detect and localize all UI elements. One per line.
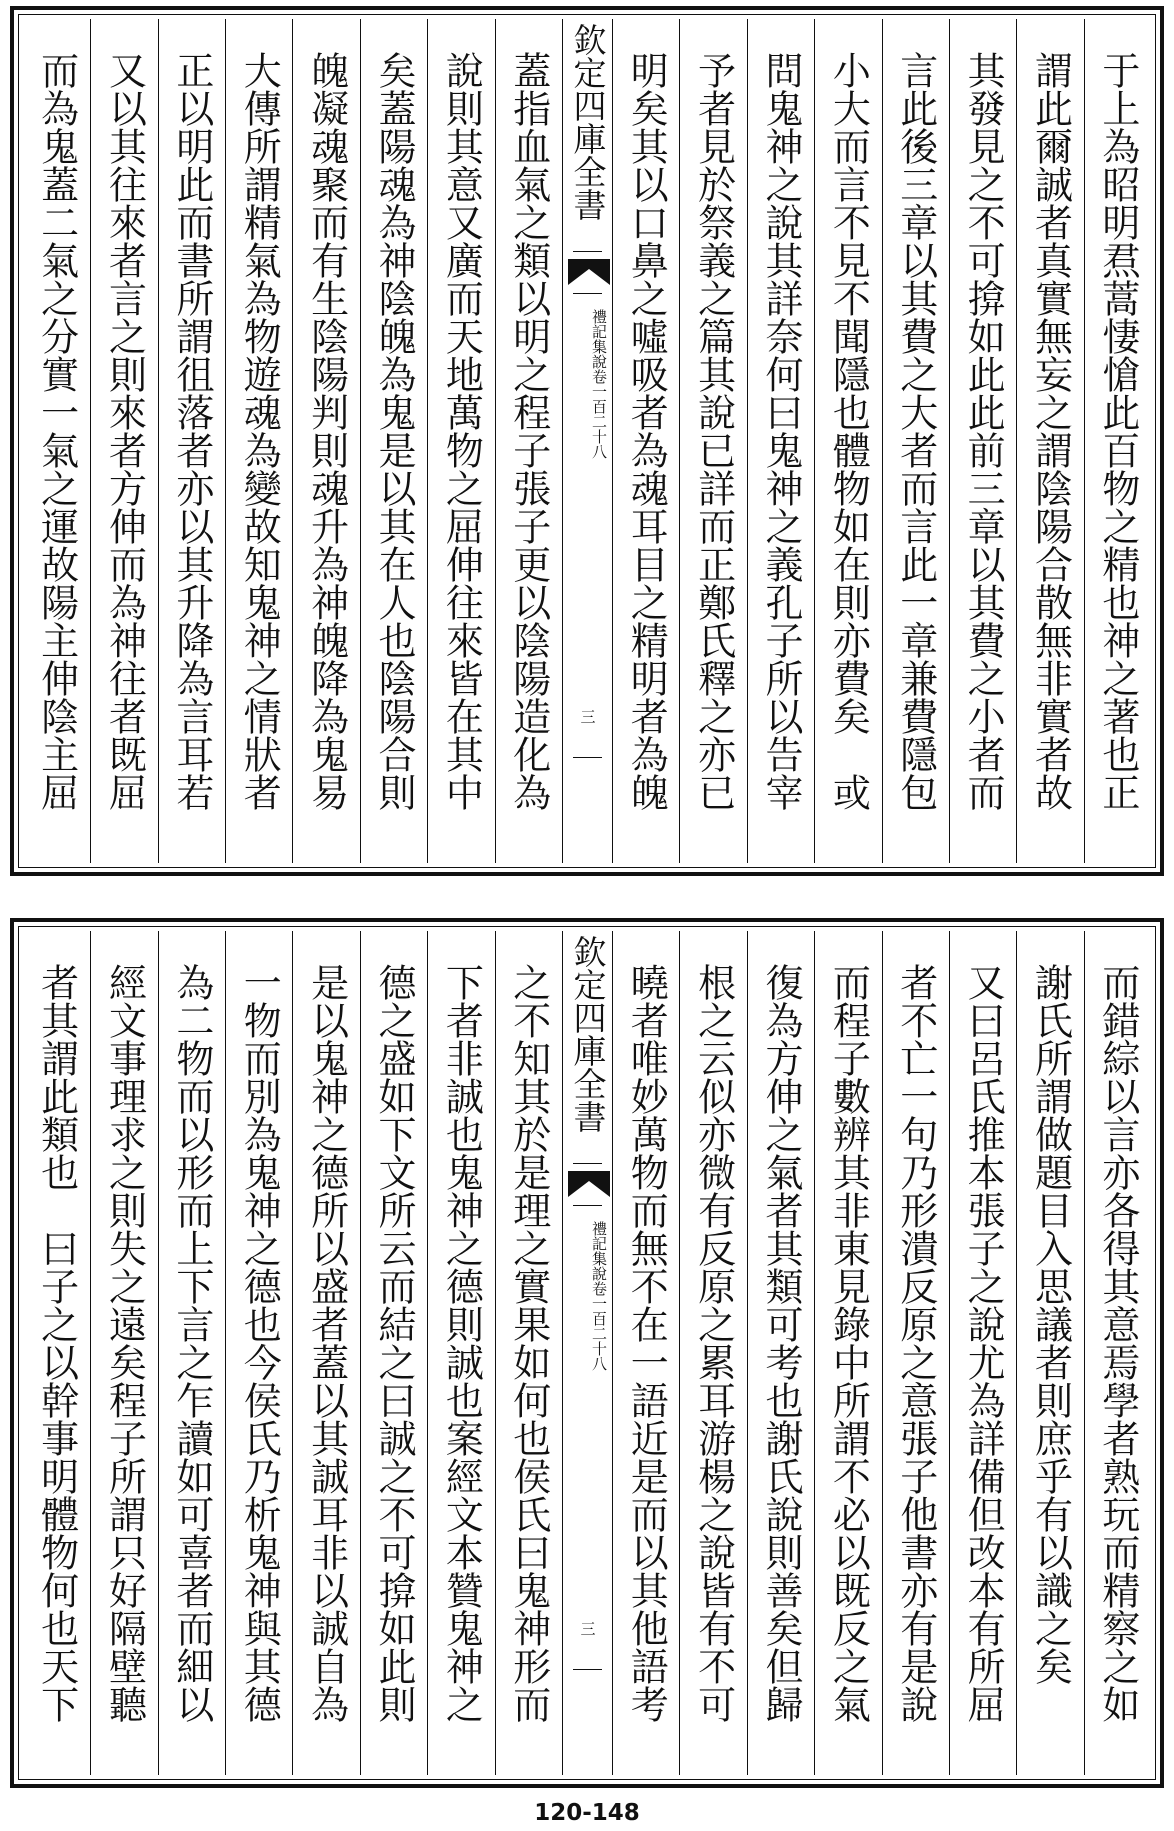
volume-label: 卷一百二十八 xyxy=(590,1281,608,1371)
leaf-number: 三 xyxy=(578,709,597,724)
text-column: 謝氏所謂做題目入思議者則庶乎有以識之矣 xyxy=(1016,931,1083,1775)
text-column: 大傳所謂精氣為物遊魂為變故知鬼神之情狀者 xyxy=(225,19,292,863)
volume-label: 卷一百二十八 xyxy=(590,369,608,459)
text-column: 而錯綜以言亦各得其意焉學者熟玩而精察之如 xyxy=(1084,931,1151,1775)
work-heading xyxy=(567,1221,608,1371)
fishtail-mark-icon xyxy=(568,1171,610,1197)
text-column: 是以鬼神之德所以盛者蓋以其誠耳非以誠自為 xyxy=(292,931,359,1775)
center-fold xyxy=(562,19,612,863)
text-column: 于上為昭明焄蒿悽愴此百物之精也神之著也正 xyxy=(1084,19,1151,863)
text-column: 明矣其以口鼻之噓吸者為魂耳目之精明者為魄 xyxy=(612,19,679,863)
text-column: 其發見之不可揜如此此前三章以其費之小者而 xyxy=(949,19,1016,863)
text-column: 者不亡一句乃形潰反原之意張子他書亦有是說 xyxy=(882,931,949,1775)
text-column: 謂此爾誠者真實無妄之謂陰陽合散無非實者故 xyxy=(1016,19,1083,863)
text-column: 為二物而以形而上下言之乍讀如可喜者而細以 xyxy=(158,931,225,1775)
text-column: 一物而別為鬼神之德也今侯氏乃析鬼神與其德 xyxy=(225,931,292,1775)
upper-leaf xyxy=(10,6,1164,876)
book-title: 欽定四庫全書 xyxy=(568,23,608,221)
text-column: 復為方伸之氣者其類可考也謝氏說則善矣但歸 xyxy=(747,931,814,1775)
text-column: 問鬼神之說其詳奈何曰鬼神之義孔子所以告宰 xyxy=(747,19,814,863)
text-column: 又以其往來者言之則來者方伸而為神往者既屈 xyxy=(90,19,157,863)
text-column: 予者見於祭義之篇其說已詳而正鄭氏釋之亦已 xyxy=(679,19,746,863)
text-column: 矣蓋陽魂為神陰魄為鬼是以其在人也陰陽合則 xyxy=(360,19,427,863)
text-column: 者其謂此類也 曰子之以幹事明體物何也天下 xyxy=(34,963,79,1723)
divider xyxy=(573,1163,602,1164)
page-number: 120-148 xyxy=(534,1800,640,1826)
text-column: 言此後三章以其費之大者而言此一章兼費隱包 xyxy=(882,19,949,863)
work-heading xyxy=(567,309,608,459)
leaf-number: 三 xyxy=(578,1621,597,1636)
text-column: 魄凝魂聚而有生陰陽判則魂升為神魄降為鬼易 xyxy=(292,19,359,863)
work-title: 禮記集說 xyxy=(590,309,608,369)
book-title: 欽定四庫全書 xyxy=(568,935,608,1133)
fishtail-mark-icon xyxy=(568,259,610,285)
work-title: 禮記集說 xyxy=(590,1221,608,1281)
text-column: 根之云似亦微有反原之累耳游楊之說皆有不可 xyxy=(679,931,746,1775)
center-fold xyxy=(562,931,612,1775)
text-column: 而程子數辨其非東見錄中所謂不必以既反之氣 xyxy=(814,931,881,1775)
lower-leaf xyxy=(10,918,1164,1788)
text-column: 小大而言不見不聞隱也體物如在則亦費矣 或 xyxy=(814,19,881,863)
text-column: 之不知其於是理之實果如何也侯氏曰鬼神形而 xyxy=(495,931,562,1775)
divider xyxy=(573,1669,602,1670)
divider xyxy=(573,757,602,758)
text-column: 下者非誠也鬼神之德則誠也案經文本贊鬼神之 xyxy=(427,931,494,1775)
text-column: 經文事理求之則失之遠矣程子所謂只好隔壁聽 xyxy=(90,931,157,1775)
text-column: 說則其意又廣而天地萬物之屈伸往來皆在其中 xyxy=(427,19,494,863)
text-column: 曉者唯妙萬物而無不在一語近是而以其他語考 xyxy=(612,931,679,1775)
lower-leaf-columns xyxy=(23,931,1151,1775)
divider xyxy=(573,1205,602,1206)
text-column: 又曰呂氏推本張子之說尤為詳備但改本有所屈 xyxy=(949,931,1016,1775)
divider xyxy=(573,293,602,294)
upper-leaf-columns xyxy=(23,19,1151,863)
text-column: 而為鬼蓋二氣之分實一氣之運故陽主伸陰主屈 xyxy=(34,51,79,811)
text-column: 蓋指血氣之類以明之程子張子更以陰陽造化為 xyxy=(495,19,562,863)
divider xyxy=(573,251,602,252)
text-column: 正以明此而書所謂徂落者亦以其升降為言耳若 xyxy=(158,19,225,863)
text-column: 德之盛如下文所云而結之曰誠之不可揜如此則 xyxy=(360,931,427,1775)
